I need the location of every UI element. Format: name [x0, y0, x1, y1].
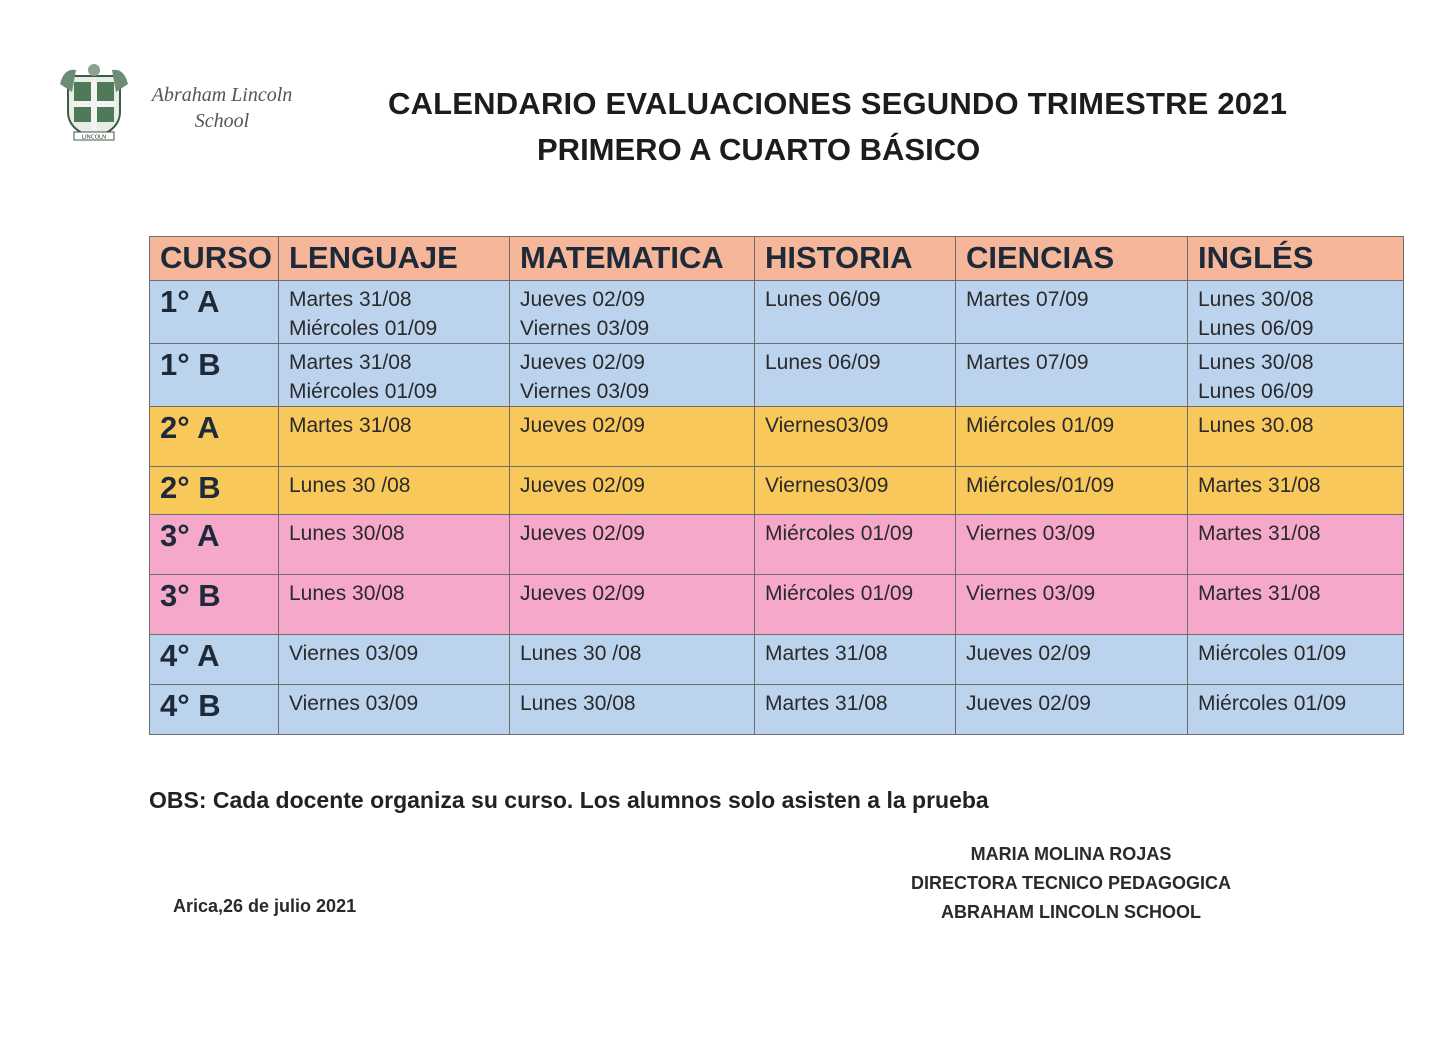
date-cell: [279, 281, 510, 344]
date-cell: [279, 685, 510, 735]
exam-date: Lunes 06/09: [765, 351, 881, 374]
exam-date: Martes 31/08: [289, 414, 412, 437]
exam-date: Jueves 02/09: [520, 582, 645, 605]
date-cell: [956, 685, 1188, 735]
date-cell: [510, 281, 755, 344]
date-cell: [279, 407, 510, 467]
observation-note: OBS: Cada docente organiza su curso. Los alumnos solo asisten a la prueba: [149, 787, 989, 813]
date-cell: [1188, 407, 1404, 467]
exam-date: Viernes 03/09: [520, 380, 650, 403]
date-cell: [755, 467, 956, 515]
exam-date: Miércoles/01/09: [966, 474, 1115, 497]
school-logo: [58, 62, 308, 144]
exam-date: Miércoles 01/09: [289, 380, 438, 403]
date-cell: [1188, 635, 1404, 685]
column-header: INGLÉS: [1188, 237, 1404, 281]
table-row: [150, 344, 1404, 407]
date-cell: [956, 515, 1188, 575]
exam-date: Jueves 02/09: [520, 351, 645, 374]
date-cell: [755, 344, 956, 407]
school-name: [136, 82, 308, 134]
exam-date: Jueves 02/09: [966, 642, 1091, 665]
date-cell: [1188, 281, 1404, 344]
course-cell: 3° B: [150, 575, 279, 635]
signature-school: ABRAHAM LINCOLN SCHOOL: [941, 902, 1201, 922]
date-cell: [755, 515, 956, 575]
date-cell: [755, 635, 956, 685]
course-cell: 1° A: [150, 281, 279, 344]
exam-date: Lunes 30 /08: [289, 474, 411, 497]
column-header: MATEMATICA: [510, 237, 755, 281]
exam-date: Lunes 06/09: [1198, 380, 1314, 403]
exam-date: Martes 31/08: [289, 351, 412, 374]
exam-date: Miércoles 01/09: [289, 317, 438, 340]
exam-date: Miércoles 01/09: [1198, 692, 1347, 715]
exam-date: Martes 31/08: [1198, 522, 1321, 545]
table-row: [150, 281, 1404, 344]
date-cell: [279, 575, 510, 635]
course-cell: 2° A: [150, 407, 279, 467]
exam-date: Lunes 30/08: [289, 582, 405, 605]
exam-date: Martes 31/08: [1198, 474, 1321, 497]
signature-name: MARIA MOLINA ROJAS: [970, 844, 1172, 864]
exam-date: Martes 31/08: [765, 642, 888, 665]
exam-date: Jueves 02/09: [966, 692, 1091, 715]
exam-date: Lunes 30 /08: [520, 642, 642, 665]
course-cell: 2° B: [150, 467, 279, 515]
exam-date: Jueves 02/09: [520, 522, 645, 545]
date-cell: [755, 575, 956, 635]
column-header: CURSO: [150, 237, 279, 281]
exam-date: Martes 07/09: [966, 351, 1089, 374]
date-cell: [956, 575, 1188, 635]
school-name-line1: Abraham Lincoln: [151, 84, 293, 106]
date-cell: [279, 467, 510, 515]
date-cell: [755, 685, 956, 735]
exam-date: Martes 31/08: [289, 288, 412, 311]
page-title: CALENDARIO EVALUACIONES SEGUNDO TRIMESTRE 2021: [388, 86, 1288, 121]
table-row: [150, 575, 1404, 635]
exam-date: Lunes 30/08: [289, 522, 405, 545]
date-cell: [510, 407, 755, 467]
exam-date: Jueves 02/09: [520, 474, 645, 497]
course-cell: 4° B: [150, 685, 279, 735]
table-header-row: [150, 237, 1404, 281]
place-and-date: Arica,26 de julio 2021: [173, 896, 357, 916]
exam-date: Jueves 02/09: [520, 288, 645, 311]
evaluation-calendar-table: [149, 236, 1404, 735]
course-cell: 1° B: [150, 344, 279, 407]
exam-date: Lunes 30/08: [1198, 351, 1314, 374]
exam-date: Martes 07/09: [966, 288, 1089, 311]
exam-date: Miércoles 01/09: [966, 414, 1115, 437]
date-cell: [279, 635, 510, 685]
date-cell: [956, 344, 1188, 407]
table-row: [150, 467, 1404, 515]
date-cell: [510, 344, 755, 407]
signature-role: DIRECTORA TECNICO PEDAGOGICA: [910, 873, 1232, 893]
exam-date: Viernes 03/09: [966, 582, 1096, 605]
date-cell: [956, 407, 1188, 467]
table-row: [150, 635, 1404, 685]
exam-date: Martes 31/08: [765, 692, 888, 715]
exam-date: Lunes 30/08: [1198, 288, 1314, 311]
exam-date: Viernes 03/09: [520, 317, 650, 340]
date-cell: [755, 281, 956, 344]
crest-ribbon-text: LINCOLN: [81, 134, 107, 141]
exam-date: Jueves 02/09: [520, 414, 645, 437]
school-name-line2: School: [194, 110, 250, 132]
course-cell: 4° A: [150, 635, 279, 685]
exam-date: Lunes 06/09: [765, 288, 881, 311]
exam-date: Viernes 03/09: [289, 692, 419, 715]
exam-date: Martes 31/08: [1198, 582, 1321, 605]
date-cell: [510, 467, 755, 515]
table-row: [150, 407, 1404, 467]
signature-block: [895, 840, 1247, 927]
date-cell: [956, 281, 1188, 344]
date-cell: [279, 515, 510, 575]
exam-date: Viernes 03/09: [966, 522, 1096, 545]
date-cell: [510, 635, 755, 685]
column-header: CIENCIAS: [956, 237, 1188, 281]
date-cell: [279, 344, 510, 407]
exam-date: Miércoles 01/09: [765, 522, 914, 545]
table-row: [150, 685, 1404, 735]
page-subtitle: PRIMERO A CUARTO BÁSICO: [537, 132, 981, 167]
exam-date: Miércoles 01/09: [1198, 642, 1347, 665]
date-cell: [755, 407, 956, 467]
exam-date: Viernes03/09: [765, 474, 889, 497]
date-cell: [1188, 467, 1404, 515]
column-header: LENGUAJE: [279, 237, 510, 281]
date-cell: [1188, 575, 1404, 635]
course-cell: 3° A: [150, 515, 279, 575]
exam-date: Miércoles 01/09: [765, 582, 914, 605]
exam-date: Lunes 06/09: [1198, 317, 1314, 340]
date-cell: [1188, 344, 1404, 407]
date-cell: [1188, 685, 1404, 735]
date-cell: [510, 575, 755, 635]
school-crest-icon: [58, 62, 130, 142]
table-row: [150, 515, 1404, 575]
exam-date: Viernes 03/09: [289, 642, 419, 665]
date-cell: [956, 467, 1188, 515]
column-header: HISTORIA: [755, 237, 956, 281]
exam-date: Lunes 30.08: [1198, 414, 1314, 437]
date-cell: [510, 515, 755, 575]
date-cell: [956, 635, 1188, 685]
exam-date: Lunes 30/08: [520, 692, 636, 715]
exam-date: Viernes03/09: [765, 414, 889, 437]
date-cell: [1188, 515, 1404, 575]
date-cell: [510, 685, 755, 735]
